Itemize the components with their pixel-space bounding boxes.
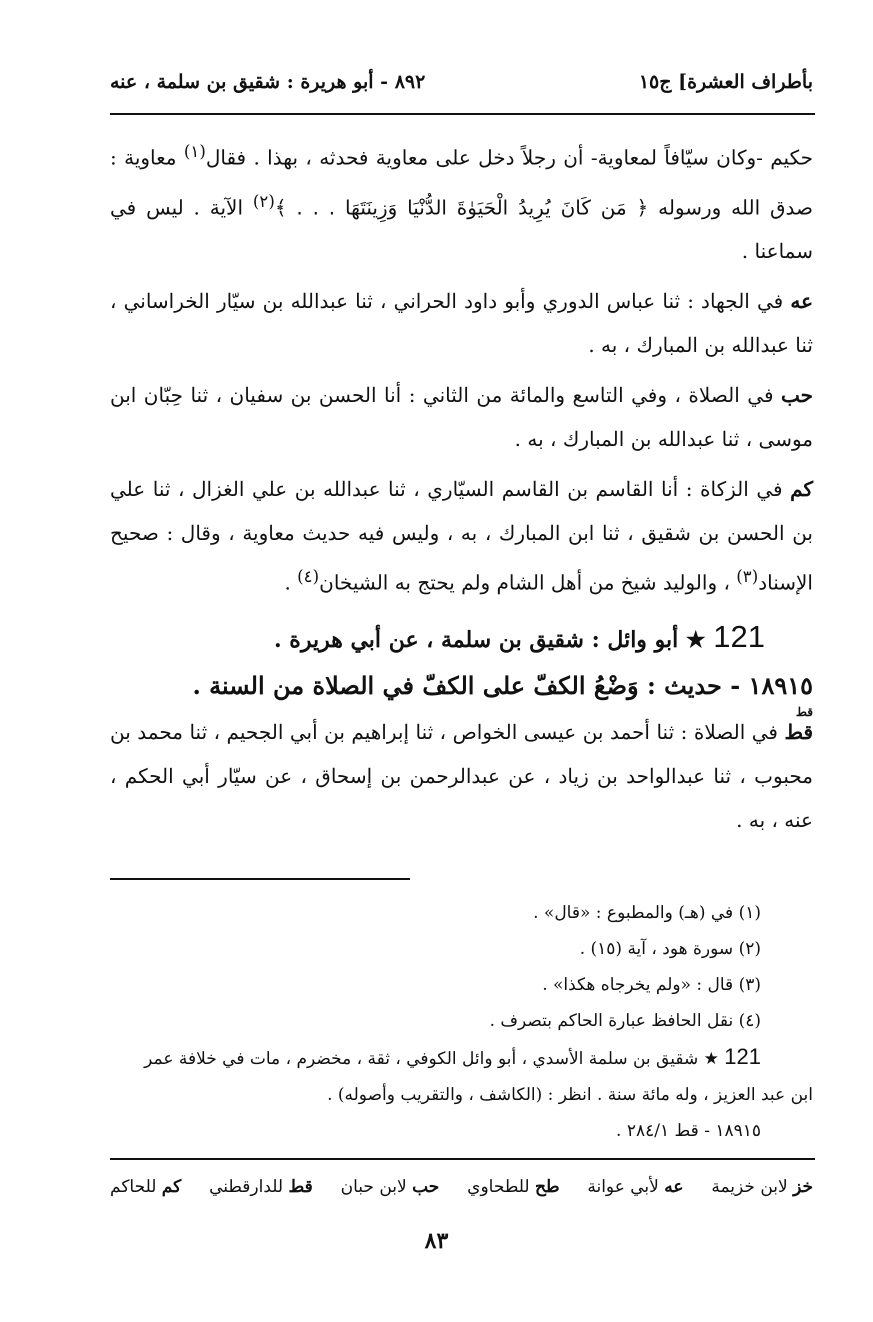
sigla-item: خز لابن خزيمة — [711, 1177, 813, 1197]
entry-number: 121 — [713, 618, 765, 654]
hadith-sub-code: قط — [795, 704, 813, 719]
paragraph-5 — [110, 710, 813, 842]
footnote-rule — [110, 878, 410, 880]
p5-text: في الصلاة : ثنا أحمد بن عيسى الخواص ، ثنا إبراهيم بن أبي الجحيم ، ثنا محمد بن محبوب ، ثنا عبدالواحد بن زياد ، عن عبدالرحمن بن إسحاق ، عن سيّار أبي الحكم ، عنه ، به . — [110, 719, 813, 832]
header-rule — [110, 113, 815, 115]
footnote-ref-2: (٢) — [252, 191, 275, 211]
p4-text-a: في الزكاة : أنا القاسم بن القاسم السيّاري ، ثنا عبدالله بن علي الغزال ، ثنا علي بن الحسن بن شقيق ، ثنا ابن المبارك ، به ، وليس فيه حديث معاوية ، وقال : صحيح الإسناد — [110, 477, 813, 595]
p4-text-b: ، والوليد شيخ من أهل الشام ولم يحتج به الشيخان — [319, 570, 730, 595]
narrator-note-line1: شقيق بن سلمة الأسدي ، أبو وائل الكوفي ، ثقة ، مخضرم ، مات في خلافة عمر — [144, 1049, 699, 1069]
sigla-item: كم للحاكم — [110, 1177, 182, 1197]
p2-text: في الجهاد : ثنا عباس الدوري وأبو داود الحراني ، ثنا عبدالله بن سيّار الخراساني ، ثنا عبدالله بن المبارك ، به . — [110, 289, 813, 358]
main-text — [110, 130, 813, 848]
narrator-note — [110, 1039, 813, 1077]
source-code: عه — [790, 289, 813, 314]
p1-text-c: الآية . ليس في سماعنا . — [110, 195, 813, 264]
hadith-reference: ١٨٩١٥ - قط ٢٨٤/١ . — [616, 1121, 761, 1141]
sigla-legend — [110, 1170, 813, 1204]
quran-verse: ﴿ مَن كَانَ يُرِيدُ الْحَيَوٰةَ الدُّنْيَا وَزِينَتَهَا . . . ﴾ — [274, 195, 649, 220]
footnote-ref-3: (٣) — [736, 567, 759, 587]
paragraph-3 — [110, 373, 813, 461]
footnote-3: (٣) قال : «ولم يخرجاه هكذا» . — [542, 975, 761, 995]
paragraph-4 — [110, 467, 813, 605]
sigla-item: قط للدارقطني — [209, 1177, 313, 1197]
star-icon: ★ — [703, 1049, 719, 1069]
footnotes — [110, 895, 813, 1149]
p4-end: . — [284, 570, 291, 595]
entry-title: أبو وائل : شقيق بن سلمة ، عن أبي هريرة . — [273, 626, 679, 653]
sigla-item: حب لابن حبان — [340, 1177, 440, 1197]
paragraph-1 — [110, 130, 813, 273]
p3-text: في الصلاة ، وفي التاسع والمائة من الثاني : أنا الحسن بن سفيان ، ثنا حِبّان ابن موسى ، ثنا عبدالله بن المبارك ، به . — [110, 383, 813, 452]
paragraph-2 — [110, 279, 813, 367]
p1-text-a: حكيم -وكان سيّافاً لمعاوية- أن رجلاً دخل على معاوية فحدثه ، بهذا . فقال — [205, 145, 814, 170]
page-number: ٨٣ — [424, 1228, 449, 1254]
sigla-rule — [110, 1158, 815, 1160]
footnote-1: (١) في (هـ) والمطبوع : «قال» . — [533, 903, 761, 923]
hadith-number: ١٨٩١٥ — [748, 670, 813, 700]
sigla-item: عه لأبي عوانة — [587, 1177, 684, 1197]
source-code: حب — [780, 383, 813, 408]
header-book-title: بأطراف العشرة] ج١٥ — [638, 71, 813, 93]
entry-heading — [110, 611, 813, 666]
star-icon: ★ — [685, 626, 706, 653]
footnote-2: (٢) سورة هود ، آية (١٥) . — [579, 939, 761, 959]
running-header — [110, 62, 813, 102]
hadith-text: - حديث : وَضْعُ الكفّ على الكفّ في الصلاة من السنة . — [192, 670, 741, 700]
narrator-number: 121 — [724, 1044, 761, 1069]
hadith-heading — [110, 666, 813, 719]
footnote-4: (٤) نقل الحافظ عبارة الحاكم بتصرف . — [489, 1011, 761, 1031]
sigla-item: طح للطحاوي — [467, 1177, 560, 1197]
narrator-note-line2: ابن عبد العزيز ، وله مائة سنة . انظر : (الكاشف ، والتقريب وأصوله) . — [327, 1085, 813, 1105]
footnote-ref-4: (٤) — [297, 567, 320, 587]
source-code: كم — [790, 477, 813, 502]
source-code: قط — [784, 719, 813, 744]
p1-text-b: معاوية : صدق الله ورسوله — [110, 145, 814, 220]
header-running-title: ٨٩٢ - أبو هريرة : شقيق بن سلمة ، عنه — [110, 71, 426, 93]
footnote-ref-1: (١) — [183, 142, 206, 161]
